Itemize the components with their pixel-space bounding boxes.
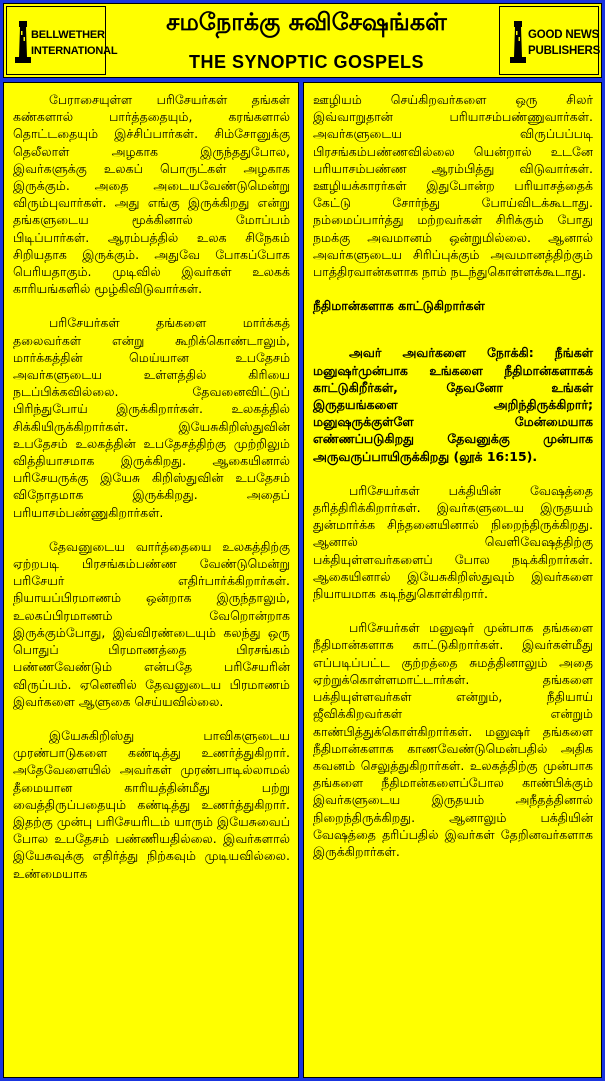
bellwether-logo [6,6,118,75]
good-news-logo [499,6,599,75]
paragraph: பேராசையுள்ள பரிசேயர்கள் தங்கள் கண்களால் பார்த்ததையும், கரங்களால் தொட்டதையும் இச்சிப்பார்கள். சிம்சோனுக்கு தெலீலாள் அழகாக இருந்ததுபோல, இவர்களுக்கு உலகப் பொருட்கள் அழகாக இருக்கும். அதை அடையவேண்டுமென்று விரும்புவார்கள். அது எங்கு இருக்கிறது என்று தங்களுடைய மூக்கினால் மோப்பம் பிடிப்பார்கள். ஆரம்பத்தில் உலக சிநேகம் சிறியதாக இருக்கும். அதுவே போகப்போக பெரியதாகும். முடிவில் இவர்கள் உலகக் காரியங்களில் மூழ்கிவிடுவார்கள். [13,92,290,297]
paragraph-continued: ஊழியம் செய்கிறவர்களை ஒரு சிலர் இவ்வாறுதான் பரியாசம்பண்ணுவார்கள். அவர்களுடைய விருப்பப்படி பிரசங்கம்பண்ணவில்லை யென்றால் உடனே பரியாசம்பண்ண ஆரம்பித்து விடுவார்கள். ஊழியக்காரர்கள் இதுபோன்ற பரியாசத்தைக் கேட்டு சோர்ந்து போய்விடக்கூடாது. நம்மைப்பார்த்து மற்றவர்கள் சிரிக்கும் போது நமக்கு அவமானம் ஒன்றுமில்லை. ஆனால் அவர்களுடைய சிரிப்புக்கும் அவமானத்திற்கும் பாத்திரவான்களாக நாம் நடந்துகொள்ளக்கூடாது. [313,92,593,280]
scripture-quote: அவர் அவர்களை நோக்கி: நீங்கள் மனுஷர்முன்பாக உங்களை நீதிமான்களாகக் காட்டுகிறீர்கள், தேவனோ உங்கள் இருதயங்களை அறிந்திருக்கிறார்; மனுஷருக்குள்ளே மேன்மையாக எண்ணப்படுகிறது தேவனுக்கு முன்பாக அருவருப்பாயிருக்கிறது (லூக் 16:15). [313,345,593,464]
logo-line-1: GOOD NEWS [528,29,600,41]
paragraph: பரிசேயர்கள் மனுஷர் முன்பாக தங்களை நீதிமான்களாக காட்டுகிறார்கள். இவர்கள்மீது எப்படிப்பட்ட குற்றத்தை சுமத்தினாலும் அதை ஏற்றுக்கொள்ளமாட்டார்கள். தங்களை பக்தியுள்ளவர்கள் என்றும், நீதியாய் ஜீவிக்கிறவர்கள் என்றும் காண்பித்துக்கொள்கிறார்கள். மனுஷர் தங்களை நீதிமான்களாக காணவேண்டுமென்பதில் அதிக கவனம் செலுத்துகிறார்கள். உலகத்திற்கு முன்பாக தங்களை நீதிமான்களைப்போல காண்பிக்கும் இவர்களுடைய இருதயம் அநீதத்தினால் நிறைந்திருக்கிறது. ஆனாலும் பக்தியின் வேஷத்தை தரிப்பதில் இவர்கள் தேறினவர்களாக இருக்கிறார்கள். [313,620,593,859]
section-heading: நீதிமான்களாக காட்டுகிறார்கள் [313,298,485,314]
tower-icon [15,21,31,63]
title-english: THE SYNOPTIC GOSPELS [188,52,425,72]
logo-text [31,27,117,59]
paragraph: இயேசுகிறிஸ்து பாவிகளுடைய முரண்பாடுகளை கண்டித்து உணர்த்துகிறார். அதேவேளையில் அவர்கள் முரண்பாடில்லாமல் தீமையான காரியத்தின்மீது பற்று வைத்திருப்பதையும் கண்டித்து உணர்த்துகிறார். இதற்கு முன்பு பரிசேயரிடம் யாரும் இயேசுவைப் போல உபதேசம் பண்ணியதில்லை. இவர்களால் இயேசுவுக்கு எதிர்த்து நிற்கவும் முடியவில்லை. உண்மையாக [13,727,290,881]
paragraph: பரிசேயர்கள் பக்தியின் வேஷத்தை தரித்திரிக்கிறார்கள். இவர்களுடைய இருதயம் துன்மார்க்க சிந்தனையினால் நிறைந்திருக்கிறது. ஆனால் வெளிவேஷத்திற்கு பக்தியுள்ளவர்களைப் போல நடிக்கிறார்கள். ஆகையினால் இயேசுகிறிஸ்துவும் இவர்களை நியாயமாக கடிந்துகொள்கிறார். [313,482,593,602]
logo-line-2: PUBLISHERS [528,45,601,57]
paragraph: தேவனுடைய வார்த்தையை உலகத்திற்கு ஏற்றபடி பிரசங்கம்பண்ண வேண்டுமென்று பரிசேயர் எதிர்பார்க்கிறார்கள். நியாயப்பிரமாணம் ஒன்றாக இருந்தாலும், உலகப்பிரமாணம் வேறொன்றாக இருக்கும்போது, இவ்விரண்டையும் கலந்து ஒரு பொதுப் பிரமாணத்தை பிரசங்கம் பண்ணவேண்டும் என்பதே பரிசேயரின் விருப்பம். ஏனெனில் தேவனுடைய பிரமாணம் இவர்களை ஆளுகை செய்யவில்லை. [13,538,290,709]
paragraph: பரிசேயர்கள் தங்களை மார்க்கத் தலைவர்கள் என்று கூறிக்கொண்டாலும், மார்க்கத்தின் மெய்யான உபதேசம் அவர்களுடைய உள்ளத்தில் கிரியை நடப்பிக்கவில்லை. தேவனைவிட்டுப் பிரிந்துபோய் இருக்கிறார்கள். உலகத்தில் சிக்கியிருக்கிறார்கள். இயேசுகிறிஸ்துவின் உபதேசம் உலகத்தின் உபதேசத்திற்கு முற்றிலும் வித்தியாசமாக இருக்கிறது. ஆகையினால் பரிசேயருக்கு இயேசு கிறிஸ்துவின் உபதேசம் விநோதமாக இருக்கிறது. அதைப் பரியாசம்பண்ணுகிறார்கள். [13,315,290,520]
right-column [303,82,602,1078]
logo-line-2: INTERNATIONAL [31,45,118,57]
tower-icon [510,21,526,63]
logo-text [528,27,600,59]
page-header [3,3,602,78]
title-tamil: சமநோக்கு சுவிசேஷங்கள் [166,8,447,36]
logo-line-1: BELLWETHER [31,29,105,41]
left-column [3,82,299,1078]
